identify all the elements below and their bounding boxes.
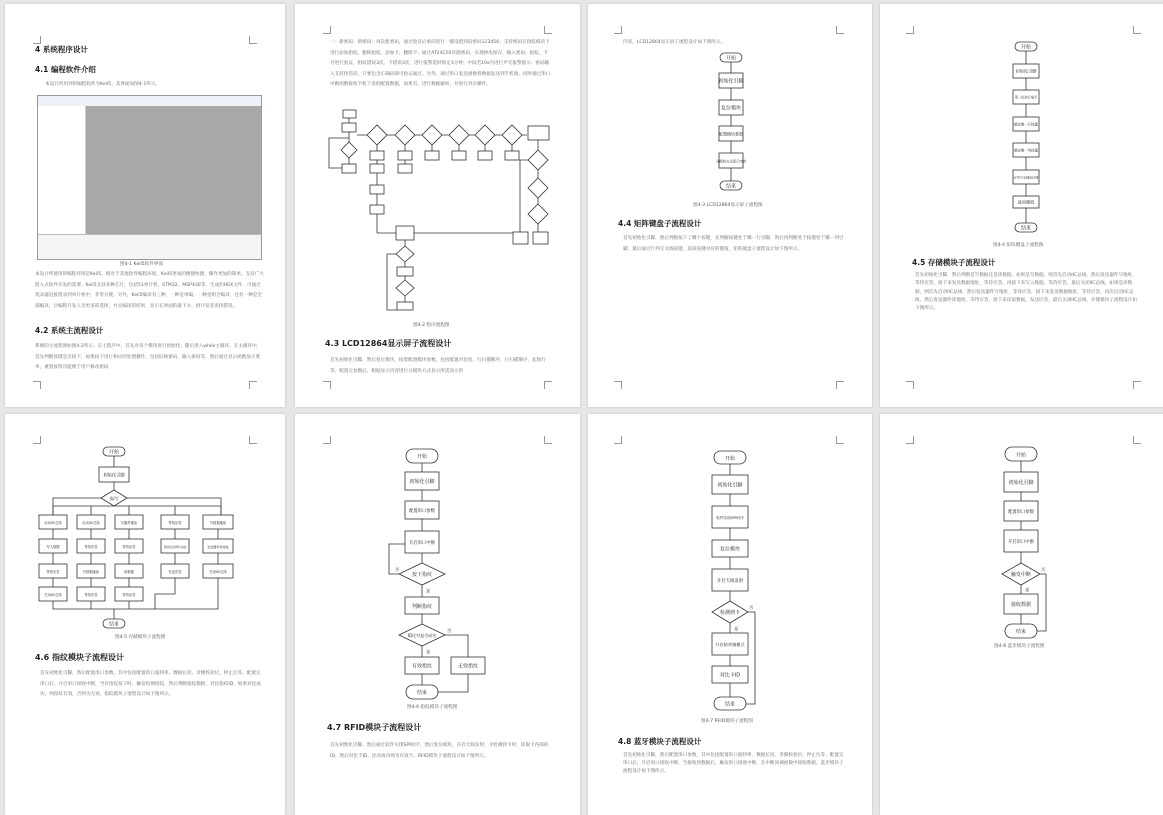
fc-init-label: 初始化引脚 [1015, 68, 1037, 74]
fc-serial-label: 配置串口参数 [409, 509, 435, 514]
fc-end-label: 结束 [416, 690, 428, 696]
fc-label: 写数据地址 [82, 570, 100, 574]
section-heading-4-4: 4.4 矩阵键盘子流程设计 [618, 219, 702, 228]
fc-key1 [367, 125, 387, 145]
figure-caption-4-7: 图4-7 RFID模块子流程图 [701, 719, 753, 724]
bluetooth-paragraph: 首先初始化引脚，然后配置串口参数，其中包括配置串口波特率、数据长度、奇偶校验位、停止位等。配置完串口后，开启串口接收中断，当接收到数据后，触发串口接收中断，在中断回调函数中接收数据。蓝牙模块子流程设计如下图所示。 [623, 753, 844, 774]
lcd-paragraph: 首先初始化引脚，然后复位模块，接着配置模块参数，包括配置对比度，行扫描顺序，行扫描顺序，起始行等，配置完参数后，根据显示内容进行分模块方式显示所需显示的 [330, 358, 546, 374]
section-heading-4-8: 4.8 蓝牙模块子流程设计 [618, 737, 702, 746]
fc-irq-label: 开启串口中断 [409, 541, 435, 546]
figure-caption-4-8: 图4-8 蓝牙模块子流程图 [994, 644, 1045, 649]
fc-cross-label: 行列交叉键定位键 [1013, 175, 1039, 180]
fc-init-label: 初始化引脚 [718, 78, 744, 85]
fc-which-row-label: 确定哪一行按键 [1014, 122, 1038, 127]
fc-start [343, 110, 356, 118]
fc-judge3 [528, 204, 548, 224]
fc-no-label: 否 [447, 628, 452, 633]
fc-judge2 [528, 178, 548, 198]
figure-caption-4-2: 图4-2 程序流程图 [413, 323, 450, 328]
document-page-7 [588, 414, 872, 815]
fc-label: 读数据 [124, 570, 134, 574]
fc-start-label: 开始 [725, 55, 737, 62]
fc-anticoll-label: 开启防冲撞模式 [715, 642, 745, 647]
fc-label: 等待应答 [122, 545, 136, 549]
fc-end-label: 结束 [108, 621, 120, 628]
fc-key2 [395, 125, 415, 145]
fc-invalid-label: 无效指纹 [457, 663, 479, 670]
fc-judge-label: 判断指纹 [411, 604, 433, 610]
fc-compare-label: 对比卡ID [719, 672, 741, 679]
fc-label: 等待应答 [84, 593, 98, 597]
fc-row-label: 第一化读行电平 [1014, 95, 1038, 100]
fc-label: 写器件地址 [120, 521, 138, 525]
fc-label: 发送器件读地址 [207, 545, 229, 549]
keil5-paragraph: 本设计所使用的编程环境是Keil5，相对于其他软件编程环境，Keil5更加的便捷快捷，操作更加的简单。支持广大嵌入式软件开发的需要。Keil5支持多种芯片，包括51单片机、STM32、MSP430等。生成的HEX文件，可通过烧录器直接烧录到单片机中，非常方便。另外，Keil5编译有三种，一种是单编，一种是组合编译，还有一种是全部编译，让编程开发人员更多的选择，并且编译的结果，显示在界面的最下方，供开发者查找错误。 [35, 272, 264, 309]
fc-label: 写数据地址 [209, 521, 227, 525]
fc-label: 关闭IIC总线 [209, 570, 227, 574]
fc-no-label: 否 [1041, 567, 1046, 572]
fc-serial-label: 配置串口参数 [1008, 510, 1034, 515]
fc-init-label: 初始化引脚 [103, 473, 125, 479]
fc-decision [341, 142, 357, 158]
fc-function [528, 126, 549, 140]
fc-init-label: 初始化引脚 [409, 479, 435, 485]
fingerprint-paragraph: 首先初始化引脚，然后配置串口参数，其中包括配置串口波特率、数据长度、奇偶校验位、停止位等。配置完串口后，开启串口接收中断，当有指纹按下时，触发检测指纹，然后判断指纹模板，对比指纹ID，如果对比成功，则指纹有效，否则为无效，指纹模块子流程设计如下图所示。 [40, 671, 261, 697]
section-heading-4-7: 4.7 RFID模块子流程设计 [327, 723, 422, 732]
document-page-1 [5, 4, 285, 407]
fc-judge1 [528, 150, 548, 170]
section-heading-4-5: 4.5 存储模块子流程设计 [912, 258, 996, 267]
fc-which-col-label: 确定哪一列按键 [1014, 148, 1038, 153]
fc-compare-label: ID比对是否成功 [407, 633, 437, 638]
fc-yes-label: 是 [1025, 587, 1030, 592]
bluetooth-flowchart [880, 414, 1163, 815]
fc-label: 发送应答 [168, 570, 182, 574]
figure-caption-4-5: 图4-5 存储模块子流程图 [115, 635, 166, 640]
intro-paragraph: 本设计所用到的编程软件为Keil5，其界面如图4-1所示。 [45, 82, 161, 87]
document-page-3 [588, 4, 872, 407]
fc-rw-label: 读/写 [109, 496, 119, 501]
fc-key3 [422, 125, 442, 145]
fc-spi-label: 软件实现SPI时序 [716, 516, 744, 520]
document-page-5 [5, 414, 285, 815]
fc-receive-label: 接收数据 [1010, 602, 1032, 608]
document-page-8 [880, 414, 1163, 815]
fc-config-label: 配置模块参数 [719, 131, 743, 137]
document-page-6 [295, 414, 580, 815]
fc-label: 等待应答 [122, 593, 136, 597]
fc-label: 等待应答 [84, 545, 98, 549]
fc-key4 [449, 125, 469, 145]
fc-label: 启动IIC总线 [44, 521, 62, 525]
keypad-paragraph: 首先初始化引脚，然后判断按下了哪个按键，先判断按键处于哪一行引脚，然后再判断处于按键处于哪一列引脚，最后通过行列交叉线按键，返回按键对应的键值，矩阵键盘子流程设计如下图所示。 [623, 236, 844, 252]
fc-press-label: 按下指纹 [411, 572, 433, 578]
fc-no-label: 否 [749, 605, 754, 610]
fc-yes-label: 是 [426, 649, 431, 654]
keil5-screenshot [37, 95, 262, 260]
fc-yes-label: 是 [734, 626, 739, 631]
figure-caption-4-1: 图4-1 Keil5软件界面 [120, 262, 164, 267]
main-flow-paragraph: 系统的主流程图如图4-2所示。在主程序中，首先对各个模块进行初始化；随后进入while主循环。在主循环中，首先判断按键是否按下，如果按下进行相应的处理操作，包括旧换密码、输入密码等，然后通过显示函数显示菜单，重置按钮功能便于用户修改密码 [35, 344, 262, 370]
fc-key6 [502, 125, 522, 145]
rfid-paragraph: 首先初始化引脚，然后通过软件实现SPI时序，然后复位模块，开启天线发射，寻检测到卡时，读取卡内部的ID，然后对比卡ID，比对成功则为有效卡。RFID模块子流程设计如下图所示。 [330, 743, 549, 759]
fc-label: 等待应答 [46, 570, 60, 574]
fc-init-label: 初始化引脚 [1008, 480, 1034, 486]
fc-start-label: 开始 [1020, 44, 1032, 51]
fc-label: 关闭IIC总线 [44, 593, 62, 597]
document-page-2 [295, 4, 580, 407]
fc-show-label: 分模块方式显示内容 [715, 159, 747, 164]
fc-label: 启动IIC总线 [82, 521, 100, 525]
storage-flowchart [5, 414, 285, 815]
fc-irq-label: 开启串口中断 [1008, 540, 1034, 545]
fc-reset-label: 复位模块 [719, 546, 741, 553]
fc-start-label: 开始 [416, 454, 428, 460]
lcd-paragraph-cont: 内容。LCD12864显示屏子流程设计如下图所示。 [623, 40, 726, 45]
figure-caption-4-4: 图4-4 矩阵键盘子流程图 [993, 243, 1044, 248]
fc-end-label: 结束 [724, 701, 736, 708]
fc-start-label: 开始 [108, 449, 120, 456]
fc-reset-label: 复位模块 [720, 105, 742, 112]
fc-display [396, 226, 414, 240]
fc-start-label: 开始 [724, 456, 736, 462]
fc-label: 等待应答 [168, 521, 182, 525]
fc-end-label: 结束 [725, 183, 737, 190]
fc-start-label: 开始 [1015, 452, 1027, 459]
section-heading-4-6: 4.6 指纹模块子流程设计 [35, 653, 124, 662]
fc-proc-a [342, 164, 356, 173]
section-heading-4: 4 系统程序设计 [35, 45, 88, 54]
fc-yes-label: 是 [426, 588, 431, 593]
fc-label: 再次启动IIC总线 [163, 545, 187, 549]
fc-end-label: 结束 [1015, 629, 1027, 635]
storage-paragraph: 首先初始化引脚，然后判断是写数据还是读数据，如果是写数据，则首先启动IIC总线，然后发送器件写地址，等待应答，接下来发送数据地址，等待应答，再接下来写入数据，等待应答，最后关闭IIC总线。如果是读数据，则首先启动IIC总线，然后发送器件写地址，等待应答，接下来发送数据地址，等待应答，再次启动IIC总线，然后发送器件读地址，等待应答，接下来读取数据，发送应答，最后关闭IIC总线，存储模块子流程设计如下图所示。 [915, 273, 1137, 312]
fc-detect-label: 检测到卡 [719, 610, 741, 616]
fc-trigger-label: 触发中断 [1010, 572, 1032, 578]
fc-end-label: 结束 [1020, 225, 1032, 232]
keypad-flowchart [880, 4, 1163, 407]
fc-return-label: 返回键值 [1017, 199, 1035, 205]
document-page-4 [880, 4, 1163, 407]
fc-no-label: 否 [395, 567, 400, 572]
fc-antenna-label: 开启天线发射 [716, 579, 744, 584]
fc-init-label: 初始化引脚 [717, 482, 743, 489]
fc-valid-label: 有效指纹 [411, 663, 433, 670]
password-paragraph: 一：新密码：新密码：再次新密码，通过验证后密码进行一键设置到旧密码123456；支持密码在指纹模块下进行添加指纹，删除指纹，添加卡，删除卡；通过AT24C02存储密码，实现掉电保存。输入密码、指纹、卡号进行验证，指纹错误3次、卡错误3次，进行报警延时锁定3分钟；中间若10s内进行声光报警提示；密码输入支持伪装码，只要包含正确码即可验证通过。另外，通过串口发送函数将数据发送到手机端，同时通过串口中断函数接收手机下发的配置数据，如果有，进行数据解析，并进行对应操作。 [330, 40, 551, 87]
section-heading-4-2: 4.2 系统主流程设计 [35, 326, 104, 335]
fc-key5 [475, 125, 495, 145]
section-heading-4-1: 4.1 编程软件介绍 [35, 65, 96, 74]
fc-init [342, 123, 356, 132]
figure-caption-4-6: 图4-6 指纹模块子流程图 [407, 705, 458, 710]
figure-caption-4-3: 图4-3 LCD12864显示屏子流程图 [693, 203, 763, 208]
fc-label: 写入数据 [46, 545, 60, 549]
section-heading-4-3: 4.3 LCD12864显示屏子流程设计 [325, 339, 452, 348]
